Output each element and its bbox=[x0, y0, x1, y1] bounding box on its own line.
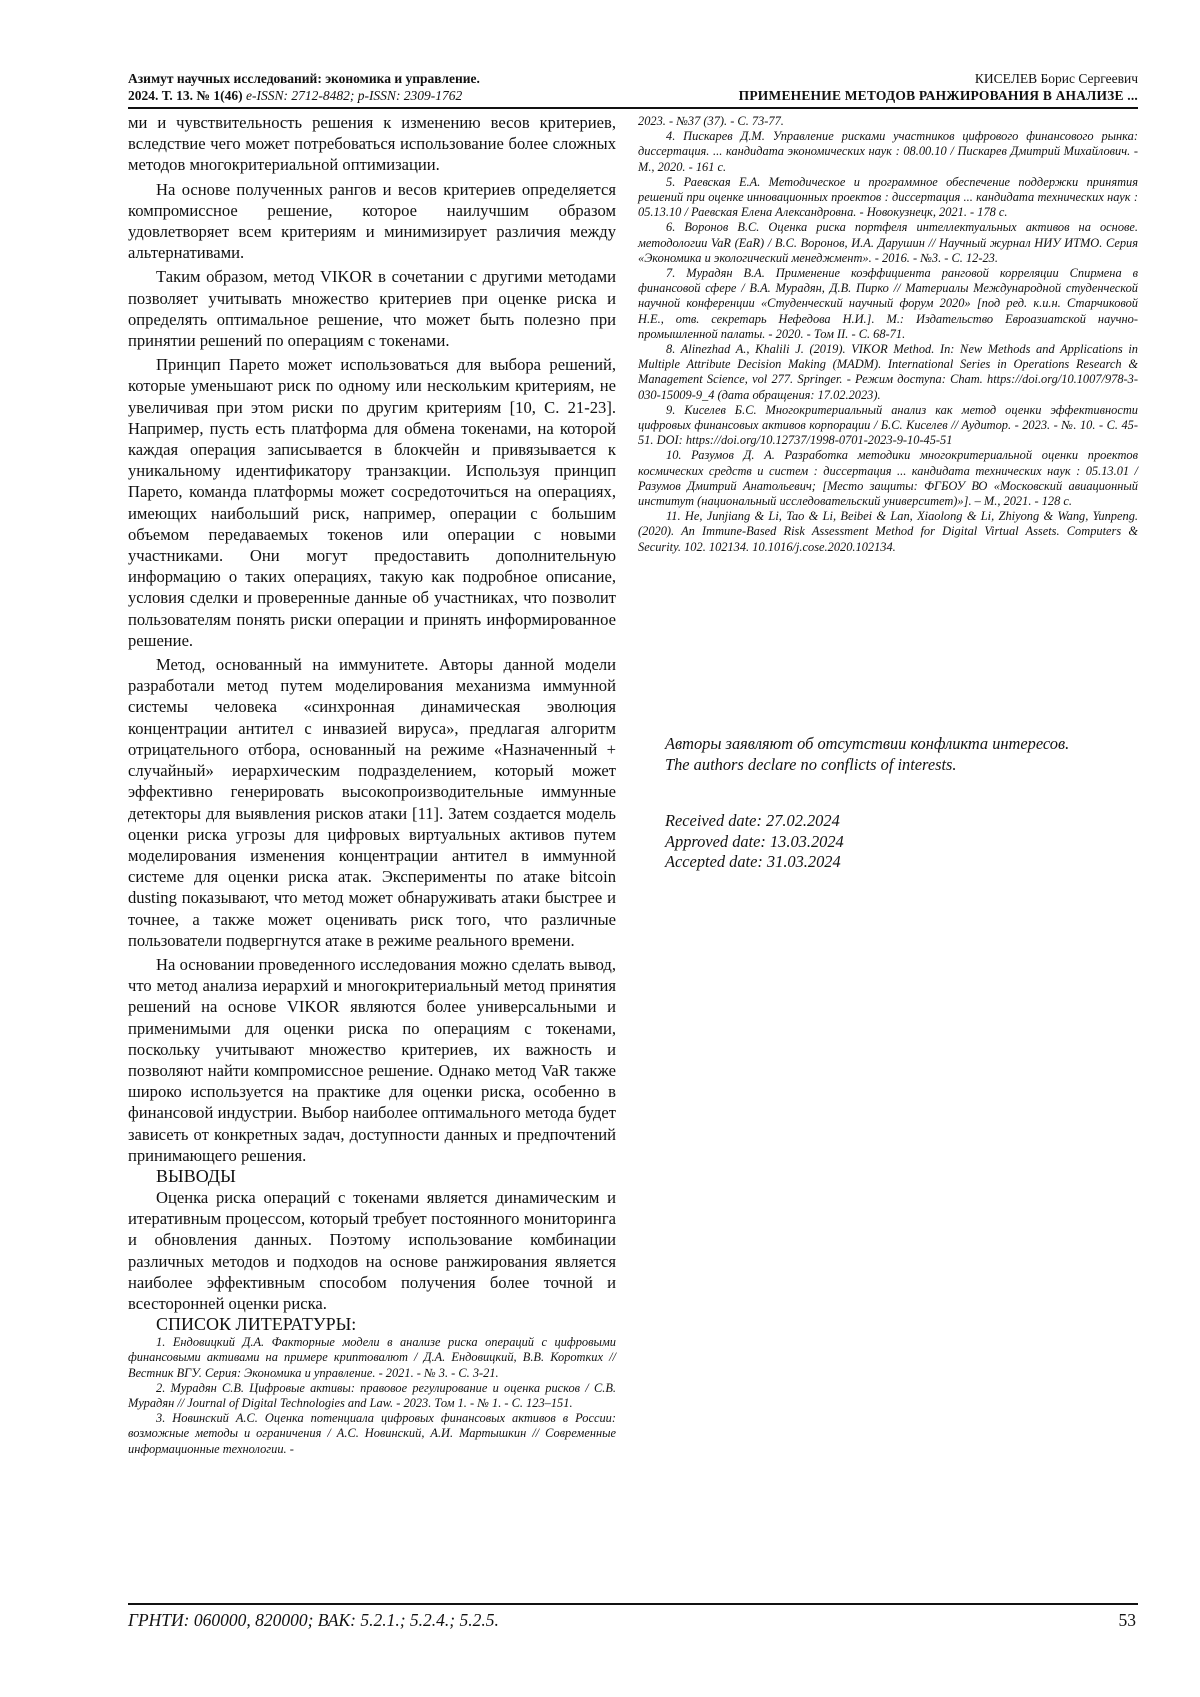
journal-header bbox=[128, 70, 648, 104]
reference-item: 4. Пискарев Д.М. Управление рисками участников цифрового финансового рынка: диссертация. ... кандидата экономических наук : 08.00.10 / Пискарев Дмитрий Михайлович. - М., 2020. - 161 с. bbox=[638, 129, 1138, 174]
declaration-en: The authors declare no conflicts of interests. bbox=[665, 755, 957, 774]
reference-item: 11. He, Junjiang & Li, Tao & Li, Beibei & Lan, Xiaolong & Li, Zhiyong & Wang, Yunpeng. (2020). An Immune-Based Risk Assessment Method for Digital Virtual Assets. Computers & Security. 102. 102134. 10.1016/j.cose.2020.102134. bbox=[638, 509, 1138, 554]
conclusions-heading: ВЫВОДЫ bbox=[156, 1165, 236, 1186]
journal-issue-line bbox=[128, 87, 648, 104]
body-paragraph: ми и чувствительность решения к изменению весов критериев, вследствие чего может потребоваться использование более сложных методов многокритериальной оптимизации. bbox=[128, 113, 616, 175]
declaration-ru: Авторы заявляют об отсутствии конфликта интересов. bbox=[665, 734, 1070, 753]
reference-item: 6. Воронов В.С. Оценка риска портфеля интеллектуальных активов на основе. методологии VaR (EaR) / В.С. Воронов, И.А. Дарушин // Научный журнал НИУ ИТМО. Серия «Экономика и экологический менеджмент». - 2016. - №3. - С. 12-23. bbox=[638, 220, 1138, 265]
reference-item: 9. Киселев Б.С. Многокритериальный анализ как метод оценки эффективности цифровых финансовых активов корпорации / Б.С. Киселев // Аудитор. - 2023. - №. 10. - С. 45-51. DOI: https://doi.org/10.12737/1998-0701-2023-9-10-45-51 bbox=[638, 402, 1138, 448]
reference-item: 10. Разумов Д. А. Разработка методики многокритериальной оценки проектов космических средств и систем : диссертация ... кандидата технических наук : 05.13.01 / Разумов Дмитрий Анатольевич; [Место защиты: ФГБОУ ВО «Московский авиационный институт (национальный исследовательский университет)»]. – М., 2021. - 128 с. bbox=[638, 448, 1138, 509]
reference-item: 2023. - №37 (37). - С. 73-77. bbox=[638, 114, 784, 128]
body-paragraph: На основании проведенного исследования можно сделать вывод, что метод анализа иерархий и многокритериальный метод принятия решений на основе VIKOR являются более универсальными и применимыми для оценки риска по операциям с токенами, поскольку учитывают множество критериев, их важность и позволяют найти компромиссное решение. Однако метод VaR также широко используется на практике для оценки риска, особенно в финансовой индустрии. Выбор наиболее оптимального метода будет зависеть от конкретных задач, доступности данных и предпочтений принимающего решения. bbox=[128, 954, 616, 1165]
right-column bbox=[638, 114, 1138, 555]
body-paragraph: Таким образом, метод VIKOR в сочетании с другими методами позволяет учитывать множество критериев при оценке риска и определять оптимальное решение, что может быть полезно при принятии решений по операциям с токенами. bbox=[128, 267, 616, 351]
page-number: 53 bbox=[1118, 1610, 1136, 1630]
body-paragraph: Метод, основанный на иммунитете. Авторы данной модели разработали метод путем моделирования механизма иммунной системы человека «синхронная динамическая эволюция концентрации антител с инвазией вируса», предлагая алгоритм отрицательного отбора, основанный на режиме «Назначенный + случайный» иерархическим подразделением, который может эффективно генерировать высокопроизводительные иммунные детекторы для выявления рисков атаки [11]. Затем создается модель оценки риска угрозы для цифровых виртуальных активов путем моделирования изменения концентрации антител в иммунной системе для оценки риска атак. Эксперименты по атаке bitcoin dusting показывают, что метод может обнаруживать атаки быстрее и точнее, а также может оценивать риск того, что различные пользователи подвергнутся атаке в режиме реального времени. bbox=[128, 655, 616, 950]
body-paragraph: Принцип Парето может использоваться для выбора решений, которые уменьшают риск по одному или нескольким критериям, не увеличивая при этом риски по другим критериям [10, С. 21-23]. Например, пусть есть платформа для обмена токенами, на которой каждая операция записывается в блокчейн и привязывается к уникальному идентификатору транзакции. Используя принцип Парето, команда платформы может сосредоточиться на операциях, имеющих наибольший риск, например, операции с большим объемом передаваемых токенов или операции с новыми участниками. Они могут предоставить дополнительную информацию о таких операциях, такую как подробное описание, условия сделки и проверенные данные об участниках, что позволит пользователям понять риски операции и принять информированное решение. bbox=[128, 355, 616, 650]
footer-divider bbox=[128, 1603, 1138, 1605]
article-title: ПРИМЕНЕНИЕ МЕТОДОВ РАНЖИРОВАНИЯ В АНАЛИЗЕ ... bbox=[738, 88, 1138, 103]
journal-name: Азимут научных исследований: экономика и управление. bbox=[128, 71, 480, 86]
received-date: Received date: 27.02.2024 bbox=[665, 811, 840, 830]
approved-date: Approved date: 13.03.2024 bbox=[665, 831, 844, 851]
reference-item: 7. Мурадян В.А. Применение коэффициента ранговой корреляции Спирмена в финансовой сфере / В.А. Мурадян, Д.В. Пирко // Материалы Международной студенческой научной конференции «Студенческий научный форум 2020» [под ред. к.и.н. Старчиковой Н.Е., отв. секретарь Нефедова Н.И.]. М.: Издательство Евроазиатской научно-промышленной палаты. - 2020. - Том II. - С. 68-71. bbox=[638, 266, 1138, 341]
reference-item: 8. Alinezhad A., Khalili J. (2019). VIKOR Method. In: New Methods and Applications in Multiple Attribute Decision Making (MADM). International Series in Operations Research & Management Science, vol 277. Springer. - Режим доступа: Cham. https://doi.org/10.1007/978-3-030-15009-9_4 (дата обращения: 17.02.2023). bbox=[638, 342, 1138, 402]
header-divider bbox=[128, 107, 1138, 109]
article-dates bbox=[665, 811, 1125, 873]
body-paragraph: На основе полученных рангов и весов критериев определяется компромиссное решение, которое наилучшим образом удовлетворяет всем критериям и минимизирует различия между альтернативами. bbox=[128, 179, 616, 263]
journal-issn: e-ISSN: 2712-8482; p-ISSN: 2309-1762 bbox=[242, 88, 463, 103]
article-header bbox=[578, 70, 1138, 104]
journal-volume: 2024. Т. 13. № 1(46) bbox=[128, 88, 243, 103]
author-name: КИСЕЛЕВ Борис Сергеевич bbox=[974, 71, 1138, 86]
reference-item: 2. Мурадян С.В. Цифровые активы: правовое регулирование и оценка рисков / С.В. Мурадян // Journal of Digital Technologies and Law. - 2023. Том 1. - № 1. - С. 123–151. bbox=[128, 1380, 616, 1410]
left-column bbox=[128, 112, 616, 1457]
accepted-date: Accepted date: 31.03.2024 bbox=[665, 852, 841, 872]
classification-codes: ГРНТИ: 060000, 820000; ВАК: 5.2.1.; 5.2.4.; 5.2.5. bbox=[128, 1610, 499, 1630]
reference-item: 5. Раевская Е.А. Методическое и программное обеспечение поддержки принятия решений при оценке инновационных проектов : диссертация ... кандидата технических наук : 05.13.10 / Раевская Елена Александровна. - Новокузнецк, 2021. - 178 с. bbox=[638, 174, 1138, 220]
body-paragraph: Оценка риска операций с токенами является динамическим и итеративным процессом, который требует постоянного мониторинга и обновления данных. Поэтому использование комбинации различных методов и подходов на основе ранжирования является наиболее эффективным способом получения более точной и всесторонней оценки риска. bbox=[128, 1187, 616, 1313]
references-heading: СПИСОК ЛИТЕРАТУРЫ: bbox=[156, 1314, 357, 1335]
reference-item: 1. Ендовицкий Д.А. Факторные модели в анализе риска операций с цифровыми финансовыми активами на примере криптовалют / Д.А. Ендовицкий, В.В. Коротких // Вестник ВГУ. Серия: Экономика и управление. - 2021. - № 3. - С. 3-21. bbox=[128, 1335, 616, 1380]
conflict-declaration bbox=[665, 733, 1125, 775]
reference-item: 3. Новинский А.С. Оценка потенциала цифровых финансовых активов в России: возможные методы и ограничения / А.С. Новинский, А.И. Мартышкин // Современные информационные технологии. - bbox=[128, 1411, 616, 1456]
